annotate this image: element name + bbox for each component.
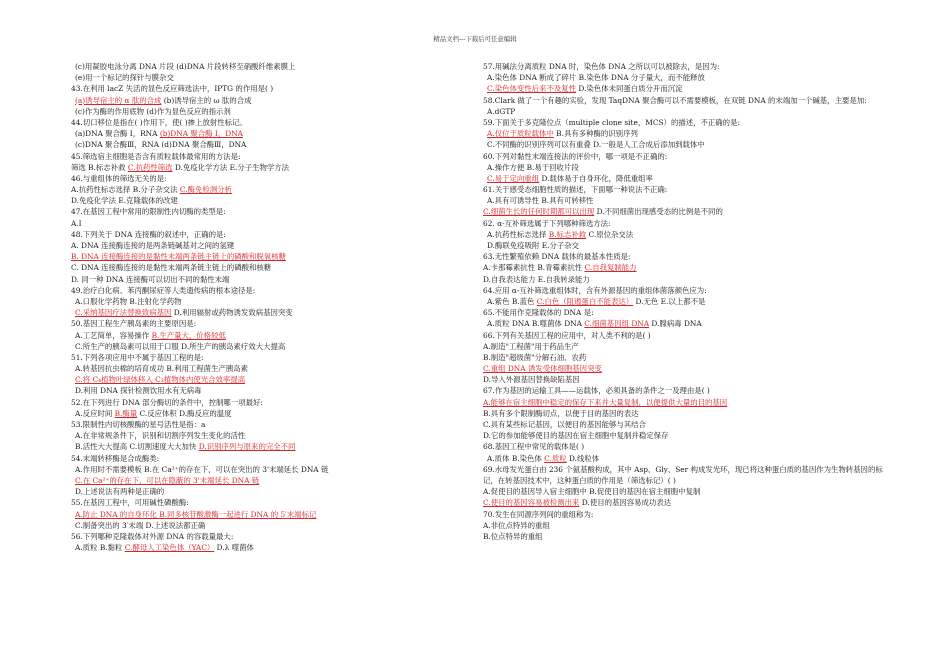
question-line	[483, 341, 883, 352]
question-line	[71, 83, 463, 94]
line-text: A.抗药性标志选择	[487, 229, 549, 239]
line-text: B.活性大大提高 C.切割速度大大加快	[75, 442, 199, 452]
line-text: 60.下列对黏性末端连接法的评价中，哪一项是不正确的:	[483, 151, 668, 161]
line-text: 59.下面关于多克隆位点（multiple clone site，MCS）的描述，不正确的是:	[483, 117, 740, 127]
answer-highlight: B.标志补救	[548, 229, 587, 239]
question-line	[71, 173, 463, 184]
line-text: D.线粒体	[566, 453, 600, 463]
answer-highlight: A.能够在宿主细胞中稳定的保存下来并大量复制，以便提供大量的目的基因	[483, 397, 728, 407]
question-line	[71, 542, 463, 553]
line-text: 54.末端转移酶是合成酶类:	[71, 453, 160, 463]
question-line	[483, 296, 883, 307]
line-text: 50.基因工程生产胰岛素的主要原因是:	[71, 319, 197, 329]
question-line	[483, 318, 883, 329]
answer-highlight: C.将 C₄植物叶绿体移入 C₃植物体内使光合效率提高	[75, 375, 246, 385]
question-line	[483, 352, 883, 363]
question-line	[71, 296, 463, 307]
question-line	[71, 195, 463, 206]
line-text: D.酶联免疫吸附 E.分子杂交	[487, 241, 580, 251]
line-text: A.非位点特异的重组	[483, 520, 550, 530]
line-text: D.自我表达能力 E.自我转录能力	[483, 274, 590, 284]
question-line	[71, 397, 463, 408]
line-text: 48.下列关于 DNA 连接酶的叙述中，正确的是:	[71, 229, 226, 239]
line-text: 46.与重组体的筛选无关的是:	[71, 173, 167, 183]
line-text: D.导入外源基因替换缺陷基因	[483, 375, 580, 385]
answer-highlight: D.识别序列与原来的完全不同	[198, 442, 296, 452]
question-line	[483, 330, 883, 341]
question-line	[483, 184, 883, 195]
question-line	[71, 251, 463, 262]
line-text: D.免疫化学法 E.克隆载体的改建	[71, 196, 178, 206]
question-line	[483, 95, 883, 106]
line-text: A.具有可诱导性 B.具有可转移性	[487, 196, 594, 206]
question-line	[483, 173, 883, 184]
line-text: 68.基因工程中常见的载体是( )	[483, 442, 585, 452]
line-text: C.原位杂交法	[586, 229, 634, 239]
question-line	[71, 139, 463, 150]
question-line	[483, 262, 883, 273]
question-line	[483, 385, 883, 396]
question-line	[71, 72, 463, 83]
answer-highlight: C.易于定向重组	[487, 173, 540, 183]
line-text: A.质体 B.染色体	[487, 453, 545, 463]
question-line	[71, 151, 463, 162]
question-line	[483, 509, 883, 520]
question-line	[71, 307, 463, 318]
question-line	[483, 106, 883, 117]
answer-highlight: B.生产量大，价格较低	[151, 330, 226, 340]
line-text: 45.筛选宿主细胞是否含有质粒载体最常用的方法是:	[71, 151, 241, 161]
question-line	[483, 195, 883, 206]
question-line	[71, 218, 463, 229]
line-text: 53.限制性内切核酸酶的星号活性是指：a	[71, 420, 206, 429]
question-line	[71, 162, 463, 173]
left-column	[71, 61, 463, 553]
line-text: (e)用一个标记的探针与膜杂交	[75, 73, 174, 83]
line-text: A.操作方便 B.易于回收片段	[487, 162, 579, 172]
line-text: A.染色体 DNA 断成了碎片 B.染色体 DNA 分子量大，而不能释放	[487, 73, 705, 83]
question-line	[71, 128, 463, 139]
line-text: 66.下列有关基因工程的应用中，对人类不利的是( )	[483, 330, 651, 340]
question-line	[483, 128, 883, 139]
question-line	[483, 274, 883, 285]
question-line	[71, 274, 463, 285]
question-line	[483, 83, 883, 94]
right-column	[483, 61, 883, 542]
line-text: A.dGTP	[487, 106, 516, 116]
question-line	[483, 162, 883, 173]
line-text: C.不同酶的识别序列可以有重叠 D.一般是人工合成后添加到载体中	[487, 140, 705, 150]
answer-highlight: B.酶量	[114, 408, 138, 418]
line-text: D.载体易于自身环化，降低重组率	[539, 173, 653, 183]
line-text: A.I	[71, 218, 82, 228]
question-line	[71, 464, 463, 475]
line-text: B.具有多种酶的识别序列	[553, 129, 638, 139]
line-text: A.制造"工程菌"用于药品生产	[483, 341, 579, 351]
line-text: D.上述说法有两种是正确的	[75, 487, 165, 497]
line-text: C.具有某些标记基因，以便目的基因能够与其结合	[483, 420, 646, 430]
page-header: 精品文档---下载后可任意编辑	[433, 35, 517, 43]
question-line	[483, 229, 883, 240]
question-line	[483, 285, 883, 296]
line-text: A.卡那霉素抗性 B.青霉素抗性	[483, 263, 585, 273]
line-text: D.免疫化学方法 E.分子生物学方法	[172, 162, 290, 172]
question-line	[71, 520, 463, 531]
line-text: 56.下列哪种克隆载体对外源 DNA 的容载量最大:	[71, 531, 234, 541]
question-line	[71, 385, 463, 396]
answer-highlight: C.白色（阻遏蛋白不能表达）	[536, 296, 634, 306]
answer-highlight: C.酵母人工染色体（YAC）	[124, 543, 215, 553]
line-text: D.利用辐射或药物诱发致病基因突变	[171, 308, 293, 318]
line-text: 43.在利用 lacZ 失活的显色反应筛选法中，IPTG 的作用是( )	[71, 84, 274, 94]
answer-highlight: C.抗药性筛选	[127, 162, 173, 172]
answer-highlight: C.细菌生长的任何时期都可以出现	[483, 207, 595, 217]
line-text: 67.作为基因的运输工具——运载体，必须具备的条件之一及理由是( )	[483, 386, 710, 396]
line-text: A.工艺简单，容易操作	[75, 330, 152, 340]
line-text: 58.Clark 做了一个有趣的实验，发现 TaqDNA 聚合酶可以不需要模板，在双链 DNA 的末端加一个碱基，主要是加:	[483, 95, 867, 105]
question-line	[71, 330, 463, 341]
line-text: B.制造"超级菌"分解石油、农药	[483, 352, 587, 362]
line-text: A.转基因抗虫棉的培育成功 B.利用工程菌生产胰岛素	[75, 364, 249, 374]
line-text: C.所生产的胰岛素可以用于口服 D.所生产的胰岛素疗效大大提高	[75, 341, 286, 351]
question-line	[71, 486, 463, 497]
answer-highlight: C.酶免检测分析	[179, 185, 232, 195]
line-text: C. DNA 连接酶连接的是黏性末端两条链主链上的磷酸和核糖	[71, 263, 272, 273]
line-text: A.质粒 B.黏粒	[75, 543, 125, 553]
line-text: 64.应用 α-互补筛选重组体时，含有外源基因的重组体菌落颜色应为:	[483, 285, 707, 295]
line-text: A. DNA 连接酶连接的是两条链碱基对之间的氢键	[71, 241, 235, 250]
question-line	[71, 285, 463, 296]
question-line	[483, 408, 883, 419]
answer-highlight: B. DNA 连接酶连接的是黏性末端两条链主链上的磷酸和脱氧核糖	[71, 252, 286, 262]
answer-highlight: A.防止 DNA 的自身环化 B.同多核苷酸激酶一起进行 DNA 的 5′末端标记	[75, 509, 317, 519]
line-text: (c)作为酶的作用底物 (d)作为显色反应的指示剂	[75, 106, 231, 116]
answer-highlight: A.仅位于质粒载体中	[487, 129, 554, 139]
question-line	[483, 441, 883, 452]
line-text: 47.在基因工程中常用的限制性内切酶的类型是:	[71, 207, 226, 217]
question-line	[483, 151, 883, 162]
answer-highlight: C.使目的基因容易被检测出来	[483, 498, 580, 508]
line-text: C.反应体积 D.酶反应的温度	[137, 408, 232, 418]
line-text: B.位点特异的重组	[483, 531, 543, 541]
answer-highlight: C.采纳基因疗法替换致病基因	[75, 308, 172, 318]
question-line	[483, 72, 883, 83]
line-text: 51.下列各项应用中不属于基因工程的是:	[71, 352, 204, 362]
line-text: D.λ 噬菌体	[214, 543, 254, 553]
question-line	[71, 341, 463, 352]
line-text: A.作用时不需要模板 B.在 Ca²⁺的存在下，可以在突出的 3'末端延长 DNA 链	[75, 464, 329, 474]
line-text: 69.水母发光蛋白由 236 个氨基酸构成，其中 Asp、Gly、Ser 构成发光环，现已将这种蛋白质的基因作为生物转基因的标记，在转基因技术中，这种蛋白质的作用是（筛选标记）( )	[483, 464, 883, 485]
question-line	[71, 318, 463, 329]
line-text: D.不同细菌出现感受态的比例是不同的	[594, 207, 723, 217]
answer-highlight: (b)DNA 聚合酶 I，DNA	[159, 129, 243, 139]
line-text: (b)诱导宿主的 ω 肽的合成	[161, 95, 252, 105]
question-line	[71, 497, 463, 508]
question-line	[71, 430, 463, 441]
question-line	[483, 206, 883, 217]
answer-highlight: C.在 Ca²⁺的存在下，可以在隐蔽的 3'末端延长 DNA 链	[75, 475, 260, 485]
line-text: A.质粒 DNA B.噬菌体 DNA	[487, 319, 585, 329]
question-line	[71, 363, 463, 374]
line-text: A.紫色 B.蓝色	[487, 296, 537, 306]
line-text: (c)DNA 聚合酶Ⅲ，RNA (d)DNA 聚合酶Ⅲ，DNA	[75, 140, 247, 150]
question-line	[71, 229, 463, 240]
question-line	[483, 419, 883, 430]
question-line	[483, 240, 883, 251]
line-text: A.口服化学药物 B.注射化学药物	[75, 296, 182, 306]
question-line	[71, 352, 463, 363]
question-line	[483, 531, 883, 542]
question-line	[71, 475, 463, 486]
line-text: 52.在下列进行 DNA 部分酶切的条件中，控制哪一项最好:	[71, 397, 263, 407]
answer-highlight: C.重组 DNA 诱发受体细胞基因突变	[483, 364, 602, 374]
answer-highlight: (a)诱导宿主的 α 肽的合成	[75, 95, 162, 105]
question-line	[483, 497, 883, 508]
line-text: 61.关于感受态细胞性质的描述，下面哪一种说法不正确:	[483, 185, 668, 195]
line-text: D.无色 E.以上都不是	[633, 296, 706, 306]
line-text: 49.治疗白化病、苯丙酮尿症等人类遗传病的根本途径是:	[71, 285, 256, 295]
question-line	[483, 139, 883, 150]
line-text: D.染色体未同蛋白质分开而沉淀	[576, 84, 683, 94]
line-text: D.它的参加能够使目的基因在宿主细胞中复制并稳定保存	[483, 431, 669, 441]
line-text: A.抗药性标志选择 B.分子杂交法	[71, 185, 180, 195]
line-text: (c)用凝胶电泳分离 DNA 片段 (d)DNA 片段转移至硝酸纤维素膜上	[75, 62, 296, 71]
question-line	[483, 117, 883, 128]
question-line	[71, 106, 463, 117]
line-text: D.腺病毒 DNA	[649, 319, 702, 329]
answer-highlight: C.自我复制能力	[584, 263, 637, 273]
question-line	[71, 262, 463, 273]
line-text: C.制备突出的 3′末端 D.上述说法都正确	[75, 520, 206, 530]
line-text: 筛选 B.标志补救	[71, 162, 128, 172]
line-text: D.使目的基因容易成功表达	[579, 498, 672, 508]
question-line	[483, 218, 883, 229]
line-text: A.促使目的基因导入宿主细胞中 B.促使目的基因在宿主细胞中复制	[483, 487, 701, 497]
question-line	[71, 509, 463, 520]
question-line	[483, 251, 883, 262]
answer-highlight: C.质粒	[544, 453, 567, 463]
line-text: A.反应时间	[75, 408, 115, 418]
question-line	[71, 117, 463, 128]
line-text: 63.无性繁殖依赖 DNA 载体的最基本性质是:	[483, 252, 631, 262]
question-line	[71, 441, 463, 452]
question-line	[71, 184, 463, 195]
question-line	[71, 374, 463, 385]
line-text: D. 同一种 DNA 连接酶可以切出不同的黏性末端	[71, 274, 230, 284]
line-text: 57.用碱法分离质粒 DNA 时，染色体 DNA 之所以可以被除去，是因为:	[483, 62, 720, 71]
question-line	[71, 95, 463, 106]
line-text: 62. α-互补筛选属于下列哪种筛选方法:	[483, 218, 611, 228]
line-text: D.利用 DNA 探针检测饮用水有无病毒	[75, 386, 202, 396]
line-text: A.在非常规条件下，识别和切割序列发生变化的活性	[75, 431, 246, 441]
question-line	[483, 464, 883, 486]
question-line	[71, 240, 463, 251]
line-text: (a)DNA 聚合酶 I，RNA	[75, 129, 160, 139]
question-line	[483, 363, 883, 374]
answer-highlight: C.染色体变性后来不及复性	[487, 84, 577, 94]
line-text: 55.在基因工程中，可用碱性磷酸酶:	[71, 498, 189, 508]
line-text: 70.发生在同源序列间的重组称为:	[483, 509, 594, 519]
question-line	[71, 453, 463, 464]
question-line	[483, 486, 883, 497]
question-line	[483, 61, 883, 72]
question-line	[483, 453, 883, 464]
question-line	[71, 206, 463, 217]
question-line	[71, 419, 463, 430]
question-line	[71, 531, 463, 542]
question-line	[483, 374, 883, 385]
question-line	[483, 520, 883, 531]
line-text: 44.切口移位是指在( )作用下，使( )掺上放射性标记。	[71, 117, 247, 127]
question-line	[71, 61, 463, 72]
question-line	[483, 397, 883, 408]
question-line	[483, 430, 883, 441]
answer-highlight: C.细菌基因组 DNA	[584, 319, 650, 329]
question-line	[71, 408, 463, 419]
line-text: 65.不能用作克隆载体的 DNA 是:	[483, 308, 594, 318]
line-text: B.具有多个限制酶切点，以便于目的基因的表达	[483, 408, 639, 418]
question-line	[483, 307, 883, 318]
